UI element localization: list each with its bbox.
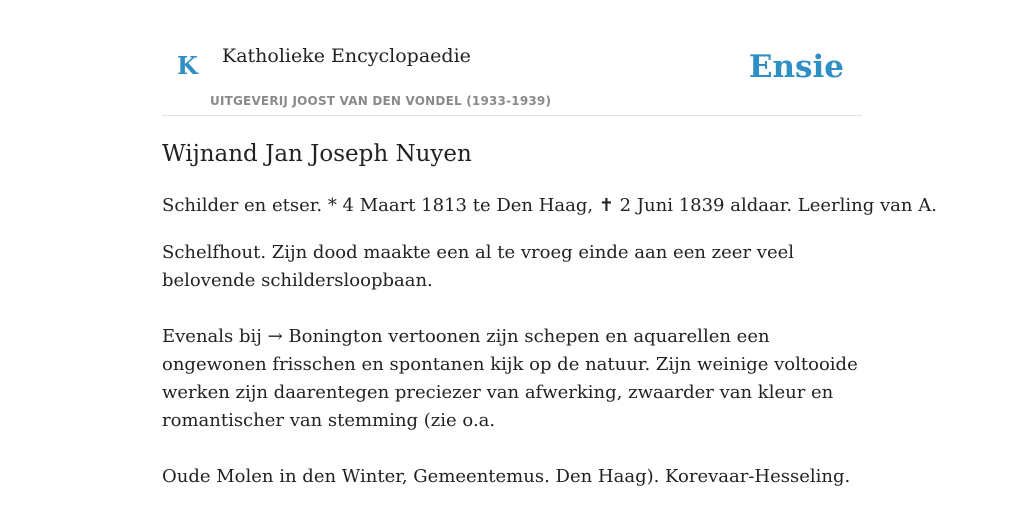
ensie-brand-link[interactable]: Ensie: [748, 49, 844, 85]
article-paragraph: Schelfhout. Zijn dood maakte een al te vroeg einde aan een zeer veel belovende schildersloopbaan.: [162, 242, 795, 291]
site-header: [162, 0, 862, 116]
article: [162, 138, 937, 512]
publication-title[interactable]: Katholieke Encyclopaedie: [222, 45, 471, 67]
encyclopedia-logo[interactable]: K: [177, 51, 198, 80]
article-paragraph: Evenals bij → Bonington vertoonen zijn schepen en aquarellen een ongewonen frisschen en spontanen kijk op de natuur. Zijn weinige voltooide werken zijn daarentegen preciezer van afwerking, zwaarder van kleur en romantischer van stemming (zie o.a.: [162, 326, 858, 431]
publication-subtitle: UITGEVERIJ JOOST VAN DEN VONDEL (1933-1939): [210, 94, 552, 108]
article-paragraph: Schilder en etser. * 4 Maart 1813 te Den Haag, ✝ 2 Juni 1839 aldaar. Leerling van A.: [162, 195, 937, 216]
article-title: Wijnand Jan Joseph Nuyen: [162, 141, 472, 167]
article-paragraph: Oude Molen in den Winter, Gemeentemus. Den Haag). Korevaar-Hesseling.: [162, 466, 851, 487]
